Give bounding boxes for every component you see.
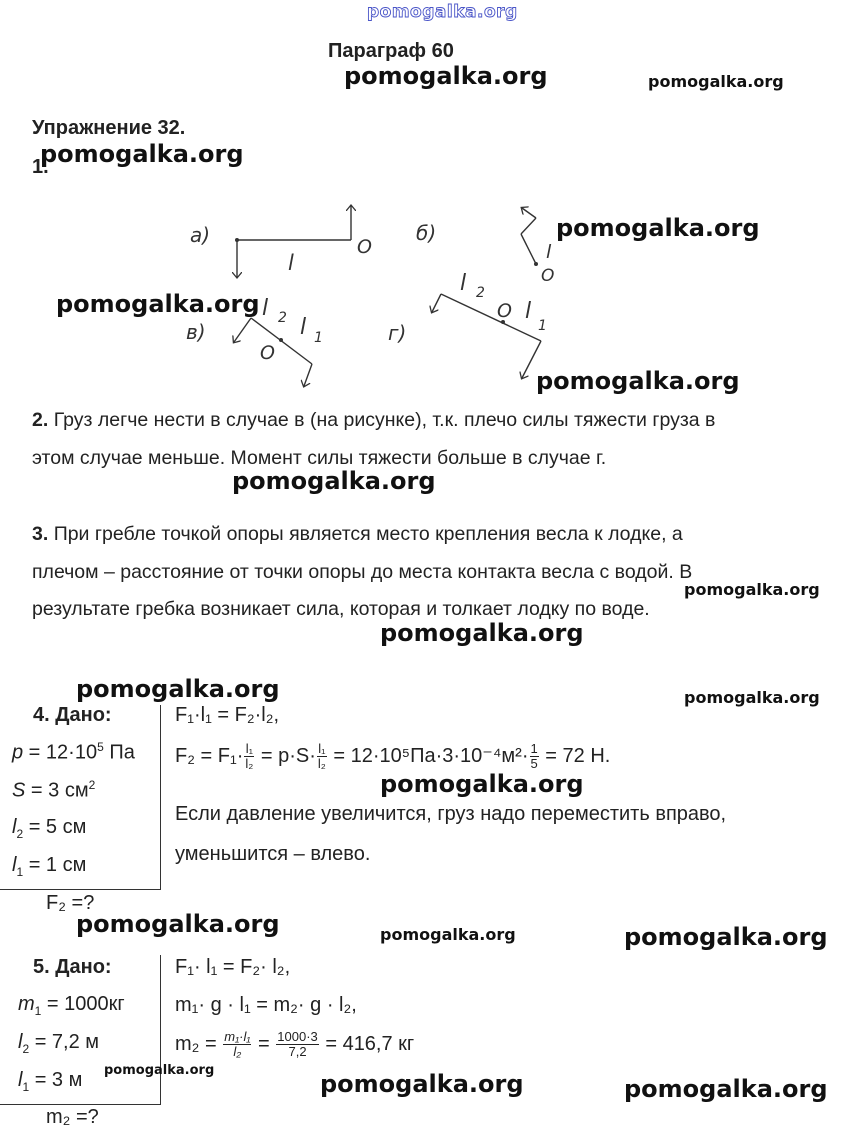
svg-text:l: l — [546, 241, 552, 263]
diagram-g-label: г) — [388, 321, 407, 345]
q5-given-l1: $l_1 = 3$ м — [18, 1069, 83, 1094]
q4-given-s: S = 3 $см^2$ — [12, 778, 96, 802]
q4-given-l1: $l_1 = 1$ см — [12, 854, 87, 879]
q5-given-l2: $l_2 = 7,2$ м — [18, 1031, 100, 1056]
q4-eq1: F₁·l₁ = F₂·l₂, — [175, 704, 280, 726]
paragraph-title: Параграф 60 — [328, 40, 454, 62]
q2-line2: этом случае меньше. Момент силы тяжести больше в случае г. — [32, 447, 607, 469]
watermark: pomogalka.org — [320, 1070, 524, 1098]
watermark: pomogalka.org — [624, 923, 828, 951]
svg-text:l: l — [460, 271, 467, 296]
svg-text:O: O — [497, 300, 512, 322]
watermark: pomogalka.org — [536, 367, 740, 395]
watermark: pomogalka.org — [380, 925, 516, 944]
lever-diagrams — [0, 0, 847, 400]
q5-header: 5. Дано: — [33, 956, 112, 978]
watermark: pomogalka.org — [104, 1063, 215, 1078]
q2-line1: 2. Груз легче нести в случае в (на рисунке), т.к. плечо силы тяжести груза в — [32, 409, 716, 431]
q5-given-m1: $m_1 = 1000кг$ — [18, 993, 125, 1018]
q4-header: 4. Дано: — [33, 704, 112, 726]
svg-text:2: 2 — [278, 310, 287, 326]
svg-text:1: 1 — [314, 330, 323, 346]
q3-line2: плечом – расстояние от точки опоры до места контакта весла с водой. В — [32, 561, 693, 583]
q4-given-p: $p = 12\cdot 10^5$ Па — [12, 740, 135, 764]
q5-eq1: F₁· l₁ = F₂· l₂, — [175, 956, 291, 978]
q3-line3: результате гребка возникает сила, которая и толкает лодку по воде. — [32, 598, 650, 620]
watermark: pomogalka.org — [40, 140, 244, 168]
watermark: pomogalka.org — [56, 290, 260, 318]
q4-text2: уменьшится – влево. — [175, 843, 371, 865]
q5-find: m₂ =? — [46, 1106, 99, 1128]
svg-text:l: l — [525, 299, 532, 324]
watermark: pomogalka.org — [380, 770, 584, 798]
svg-text:O: O — [260, 342, 275, 364]
q3-line1: 3. При гребле точкой опоры является место крепления весла к лодке, а — [32, 523, 683, 545]
q5-eq3: m₂ = $\frac{\text{m₁·l₁}}{\text{l₂}}$ = $\frac{1000\cdot 3}{7,2}$ = 416,7 кг — [175, 1029, 415, 1059]
q4-text1: Если давление увеличится, груз надо переместить вправо, — [175, 803, 727, 825]
watermark: pomogalka.org — [556, 214, 760, 242]
watermark: pomogalka.org — [76, 675, 280, 703]
watermark: pomogalka.org — [76, 910, 280, 938]
q1-number: 1. — [32, 156, 49, 178]
watermark: pomogalka.org — [344, 62, 548, 90]
exercise-title: Упражнение 32. — [32, 117, 186, 139]
svg-text:2: 2 — [476, 285, 485, 301]
svg-text:O: O — [541, 266, 555, 286]
watermark: pomogalka.org — [380, 619, 584, 647]
svg-text:O: O — [357, 236, 372, 258]
diagram-a-label: а) — [190, 223, 211, 247]
watermark: pomogalka.org — [684, 688, 820, 707]
watermark-top[interactable]: pomogalka.org — [367, 2, 518, 22]
q4-given-l2: $l_2 = 5$ см — [12, 816, 87, 841]
diagram-b-label: б) — [416, 221, 437, 245]
q4-eq2: F₂ = F₁· $\frac{\text{l₁}}{\text{l₂}}$ = p·S· $\frac{\text{l₁}}{\text{l₂}}$ = 12·10⁵Па·3·10⁻⁴м²· $\frac{1}{5}$ = 72 Н. — [175, 741, 611, 771]
svg-text:l: l — [262, 296, 269, 321]
svg-text:1: 1 — [538, 318, 547, 334]
q4-find: F₂ =? — [46, 892, 95, 914]
watermark: pomogalka.org — [648, 72, 784, 91]
diagram-v-label: в) — [186, 320, 206, 344]
q5-eq2: m₁· g · l₁ = m₂· g · l₂, — [175, 994, 357, 1016]
watermark: pomogalka.org — [684, 580, 820, 599]
svg-text:l: l — [288, 251, 294, 275]
watermark: pomogalka.org — [624, 1075, 828, 1103]
svg-text:l: l — [300, 315, 307, 340]
watermark: pomogalka.org — [232, 467, 436, 495]
